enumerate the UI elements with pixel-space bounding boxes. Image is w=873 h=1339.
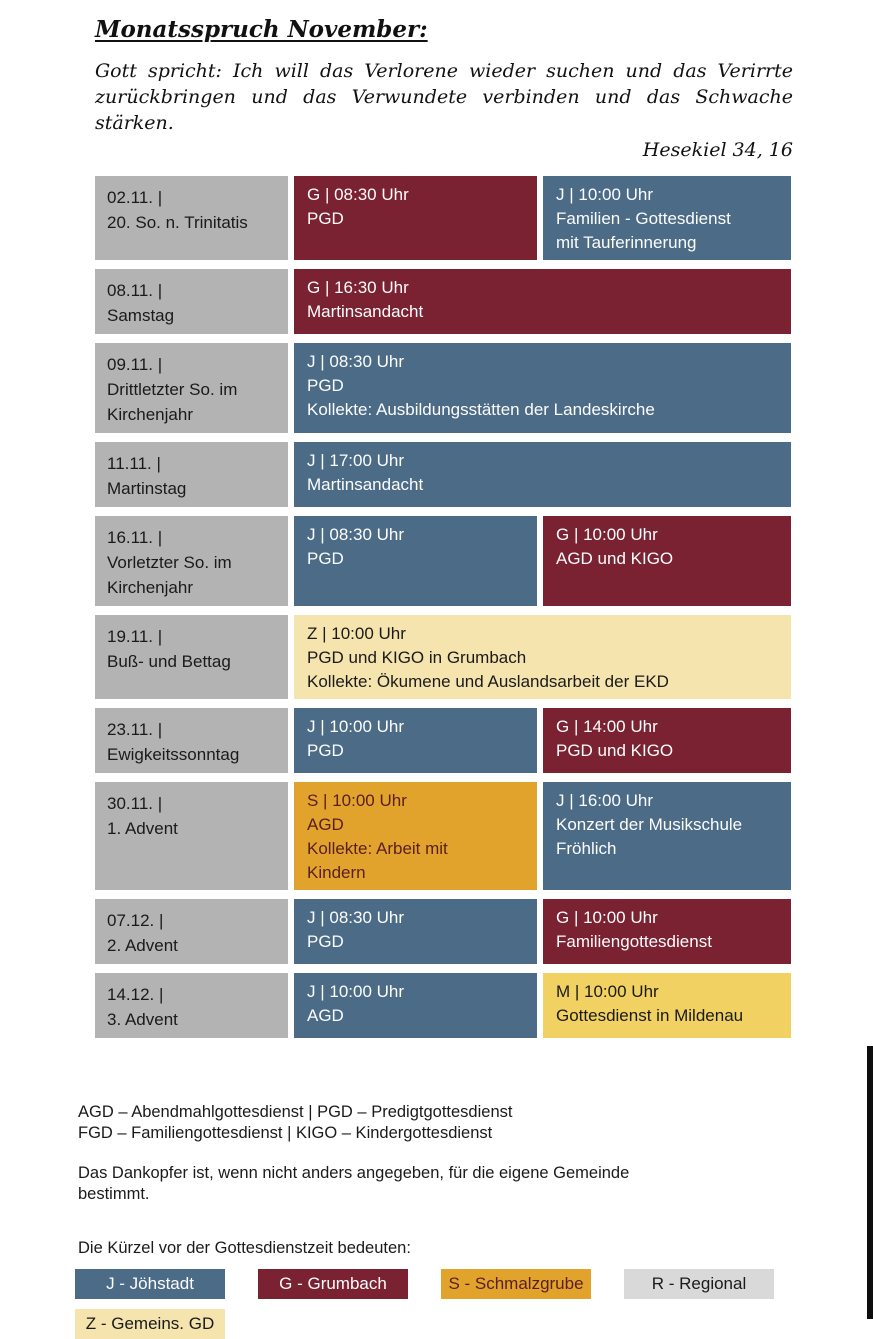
service-cell-joehstadt (294, 708, 537, 773)
service-line: J | 10:00 Uhr (556, 185, 654, 204)
date-line: 20. So. n. Trinitatis (107, 213, 248, 232)
service-cell-joehstadt (543, 176, 791, 260)
legend-chip-regional (624, 1269, 774, 1299)
legend-chip-joehstadt (75, 1269, 225, 1299)
service-cell-grumbach (543, 516, 791, 606)
service-cell-joehstadt (294, 343, 791, 433)
date-line: Buß- und Bettag (107, 652, 231, 671)
service-line: PGD (307, 209, 344, 228)
service-line: Gottesdienst in Mildenau (556, 1006, 744, 1025)
service-cell-grumbach (294, 269, 791, 334)
service-line: mit Tauferinnerung (556, 233, 697, 252)
service-cell-joehstadt (294, 516, 537, 606)
schedule-row (95, 973, 792, 1038)
date-cell (95, 973, 288, 1038)
date-line: 3. Advent (107, 1010, 178, 1029)
date-line: Vorletzter So. im (107, 553, 232, 572)
date-cell (95, 708, 288, 773)
service-line: M | 10:00 Uhr (556, 982, 659, 1001)
color-legend (75, 1269, 780, 1339)
service-cell-grumbach (543, 708, 791, 773)
service-line: G | 16:30 Uhr (307, 278, 409, 297)
date-line: 09.11. | (107, 355, 163, 374)
date-cell (95, 516, 288, 606)
service-line: Kindern (307, 863, 366, 882)
service-cell-schmalzgrube (294, 782, 537, 890)
legend-chip-label: J - Jöhstadt (106, 1274, 194, 1293)
abbreviation-line: FGD – Familiengottesdienst | KIGO – Kindergottesdienst (78, 1124, 493, 1142)
service-line: Fröhlich (556, 839, 617, 858)
date-cell (95, 176, 288, 260)
schedule-row (95, 615, 792, 699)
schedule-row (95, 269, 792, 334)
color-legend-intro: Die Kürzel vor der Gottesdienstzeit bedeuten: (78, 1239, 411, 1257)
service-schedule-table (95, 176, 792, 1038)
abbreviation-line: AGD – Abendmahlgottesdienst | PGD – Predigtgottesdienst (78, 1103, 513, 1121)
monthly-verse: Gott spricht: Ich will das Verlorene wieder suchen und das Verirrte zurückbringen und das Verwundete verbinden und das Schwache stärken. (95, 60, 793, 134)
service-line: Martinsandacht (307, 475, 424, 494)
service-line: AGD und KIGO (556, 549, 674, 568)
service-line: J | 17:00 Uhr (307, 451, 405, 470)
service-line: Z | 10:00 Uhr (307, 624, 406, 643)
monthly-service-schedule-page (0, 16, 873, 1333)
service-cell-grumbach (543, 899, 791, 964)
date-line: 19.11. | (107, 627, 163, 646)
date-line: Samstag (107, 306, 175, 325)
date-cell (95, 442, 288, 507)
date-line: Drittletzter So. im (107, 380, 238, 399)
service-line: Familien - Gottesdienst (556, 209, 731, 228)
page-title: Monatsspruch November: (95, 16, 428, 43)
legend-chip-label: R - Regional (651, 1274, 747, 1293)
service-line: Konzert der Musikschule (556, 815, 743, 834)
service-line: PGD und KIGO in Grumbach (307, 648, 527, 667)
service-cell-joehstadt (543, 782, 791, 890)
legend-chip-label: G - Grumbach (279, 1274, 387, 1293)
date-line: Kirchenjahr (107, 405, 193, 424)
service-cell-joehstadt (294, 973, 537, 1038)
date-line: 07.12. | (107, 911, 164, 930)
service-line: AGD (307, 815, 344, 834)
abbreviation-legend (78, 1102, 793, 1144)
schedule-row (95, 899, 792, 964)
service-line: J | 08:30 Uhr (307, 352, 405, 371)
page-edge-bar (867, 1046, 873, 1319)
service-cell-gemeins (294, 615, 791, 699)
schedule-row (95, 516, 792, 606)
service-cell-joehstadt (294, 442, 791, 507)
date-line: 14.12. | (107, 985, 164, 1004)
service-line: G | 10:00 Uhr (556, 525, 658, 544)
service-line: Familiengottesdienst (556, 932, 712, 951)
date-cell (95, 899, 288, 964)
service-line: Kollekte: Ausbildungsstätten der Landeskirche (307, 400, 655, 419)
schedule-row (95, 708, 792, 773)
legend-chip-label: Z - Gemeins. GD (85, 1314, 215, 1333)
service-line: PGD (307, 549, 344, 568)
service-line: J | 16:00 Uhr (556, 791, 654, 810)
date-cell (95, 782, 288, 890)
date-line: 11.11. | (107, 454, 161, 473)
date-line: Kirchenjahr (107, 578, 193, 597)
service-line: AGD (307, 1006, 344, 1025)
schedule-row (95, 782, 792, 890)
date-cell (95, 343, 288, 433)
legend-chip-schmalzgrube (441, 1269, 591, 1299)
date-line: Martinstag (107, 479, 187, 498)
service-line: Kollekte: Ökumene und Auslandsarbeit der EKD (307, 672, 669, 691)
service-line: J | 10:00 Uhr (307, 717, 405, 736)
date-line: 2. Advent (107, 936, 178, 955)
date-cell (95, 269, 288, 334)
service-line: PGD und KIGO (556, 741, 674, 760)
service-cell-grumbach (294, 176, 537, 260)
service-line: Martinsandacht (307, 302, 424, 321)
service-line: J | 08:30 Uhr (307, 525, 405, 544)
service-line: J | 10:00 Uhr (307, 982, 405, 1001)
service-line: PGD (307, 376, 344, 395)
date-line: 23.11. | (107, 720, 163, 739)
date-line: 1. Advent (107, 819, 178, 838)
legend-chip-grumbach (258, 1269, 408, 1299)
offering-note: Das Dankopfer ist, wenn nicht anders angegeben, für die eigene Gemeinde bestimmt. (78, 1164, 630, 1203)
legend-chip-label: S - Schmalzgrube (448, 1274, 584, 1293)
schedule-row (95, 176, 792, 260)
service-cell-joehstadt (294, 899, 537, 964)
service-line: PGD (307, 741, 344, 760)
verse-attribution: Hesekiel 34, 16 (642, 139, 793, 161)
service-line: Kollekte: Arbeit mit (307, 839, 448, 858)
service-line: S | 10:00 Uhr (307, 791, 407, 810)
date-line: 02.11. | (107, 188, 163, 207)
service-line: G | 10:00 Uhr (556, 908, 658, 927)
service-line: G | 08:30 Uhr (307, 185, 409, 204)
date-line: 30.11. | (107, 794, 163, 813)
service-line: G | 14:00 Uhr (556, 717, 658, 736)
schedule-row (95, 343, 792, 433)
date-cell (95, 615, 288, 699)
service-line: PGD (307, 932, 344, 951)
date-line: 08.11. | (107, 281, 163, 300)
service-line: J | 08:30 Uhr (307, 908, 405, 927)
service-cell-mildenau (543, 973, 791, 1038)
legend-chip-gemeins (75, 1309, 225, 1339)
date-line: Ewigkeitssonntag (107, 745, 240, 764)
date-line: 16.11. | (107, 528, 163, 547)
schedule-row (95, 442, 792, 507)
